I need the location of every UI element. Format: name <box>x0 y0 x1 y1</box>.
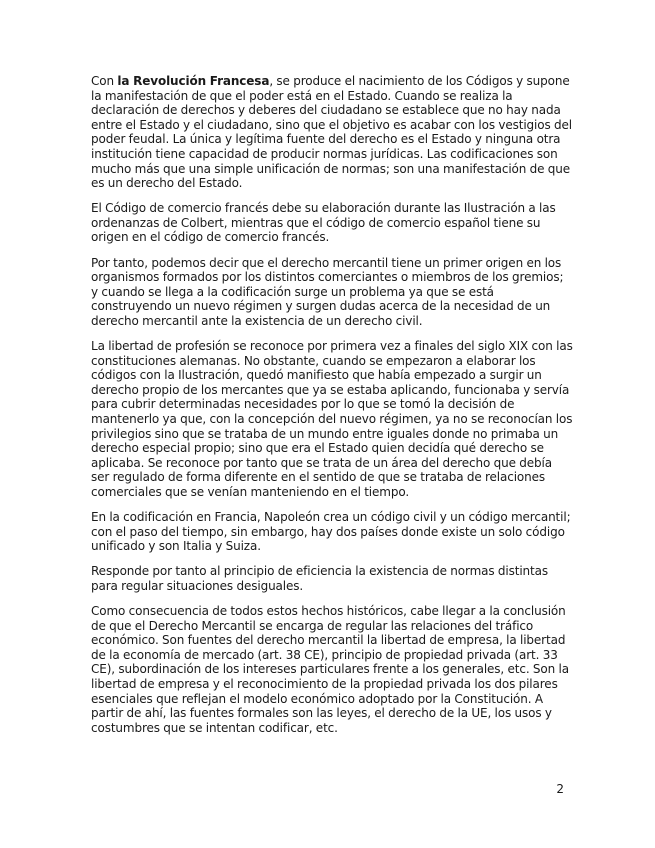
paragraph-origen-derecho-mercantil: Por tanto, podemos decir que el derecho mercantil tiene un primer origen en los organismos formados por los distintos comerciantes o miembros de los gremios; y cuando se llega a la codificación surge un problema ya que se está construyendo un nuevo régimen y surgen dudas acerca de la necesidad de un derecho mercantil ante la existencia de un derecho civil. <box>91 255 564 328</box>
page-number: 2 <box>556 782 564 796</box>
paragraph-codigo-comercio: El Código de comercio francés debe su elaboración durante las Ilustración a las ordenanzas de Colbert, mientras que el código de comercio español tiene su origen en el código de comercio francés. <box>91 201 556 245</box>
bold-term-revolucion-francesa: la Revolución Francesa <box>117 74 270 88</box>
paragraph-codificacion-francia: En la codificación en Francia, Napoleón crea un código civil y un código mercantil; con el paso del tiempo, sin embargo, hay dos países donde existe un solo código unificado y son Italia y Suiza. <box>91 510 571 554</box>
paragraph-1-rest: , se produce el nacimiento de los Códigos y supone la manifestación de que el poder está en el Estado. Cuando se realiza la declaración de derechos y deberes del ciudadano se establece que no hay nada entre el Estado y el ciudadano, sino que el objetivo es acabar con los vestigios del poder feudal. La única y legítima fuente del derecho es el Estado y ninguna otra institución tiene capacidad de producir normas jurídicas. Las codificaciones son mucho más que una simple unificación de normas; son una manifestación de que es un derecho del Estado. <box>91 74 572 191</box>
document-body <box>91 74 573 746</box>
paragraph-1-lead: Con <box>91 74 118 88</box>
paragraph-conclusion: Como consecuencia de todos estos hechos históricos, cabe llegar a la conclusión de que el Derecho Mercantil se encarga de regular las relaciones del tráfico económico. Son fuentes del derecho mercantil la libertad de empresa, la libertad de la economía de mercado (art. 38 CE), principio de propiedad privada (art. 33 CE), subordinación de los intereses particulares frente a los generales, etc. Son la libertad de empresa y el reconocimiento de la propiedad privada los dos pilares esenciales que reflejan el modelo económico adoptado por la Constitución. A partir de ahí, las fuentes formales son las leyes, el derecho de la UE, los usos y costumbres que se intentan codificar, etc. <box>91 604 569 735</box>
paragraph-principio-eficiencia: Responde por tanto al principio de eficiencia la existencia de normas distintas para regular situaciones desiguales. <box>91 564 548 593</box>
paragraph-revolucion-francesa <box>91 74 573 191</box>
paragraph-libertad-profesion: La libertad de profesión se reconoce por primera vez a finales del siglo XIX con las constituciones alemanas. No obstante, cuando se empezaron a elaborar los códigos con la Ilustración, quedó manifiesto que había empezado a surgir un derecho propio de los mercantes que ya se estaba aplicando, funcionaba y servía para cubrir determinadas necesidades por lo que se tomó la decisión de mantenerlo ya que, con la concepción del nuevo régimen, ya no se reconocían los privilegios sino que se trataba de un mundo entre iguales donde no primaba un derecho especial propio; sino que era el Estado quien decidía qué derecho se aplicaba. Se reconoce por tanto que se trata de un área del derecho que debía ser regulado de forma diferente en el sentido de que se trataba de relaciones comerciales que se venían manteniendo en el tiempo. <box>91 339 573 499</box>
